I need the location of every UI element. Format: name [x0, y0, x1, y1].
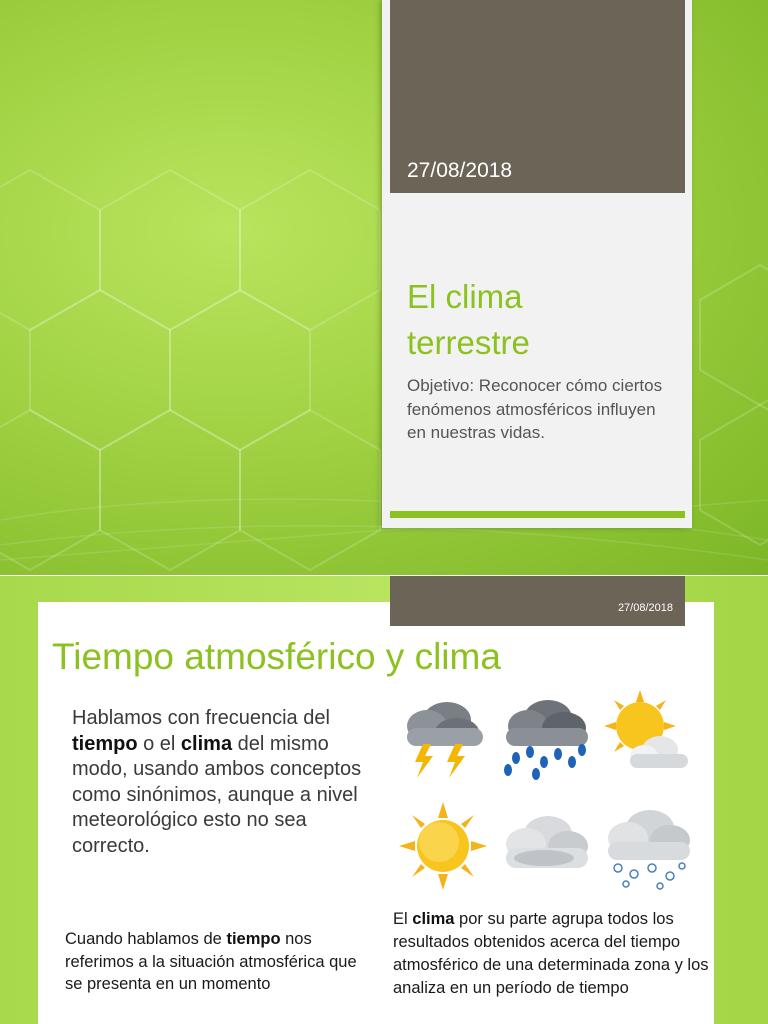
paragraph-intro — [72, 706, 378, 859]
text-span: Hablamos con frecuencia del — [72, 707, 330, 729]
sun-icon — [395, 798, 491, 894]
keyword-tiempo: tiempo — [72, 732, 138, 755]
slide-date: 27/08/2018 — [407, 159, 513, 182]
storm-cloud-icon — [395, 686, 491, 782]
paragraph-clima — [393, 908, 723, 1000]
text-span: nos referimos a la situación atmosférica que se presenta en un momento — [65, 930, 357, 993]
keyword-clima: clima — [180, 732, 233, 755]
accent-divider — [390, 511, 685, 518]
text-span: del mismo modo, usando ambos conceptos como sinónimos, aunque a nivel meteorológico esto no sea correcto. — [72, 732, 362, 857]
sun-cloud-icon — [600, 686, 696, 782]
paragraph-tiempo — [65, 928, 365, 996]
title-card — [382, 0, 692, 528]
text-span: El — [393, 910, 413, 928]
content-slide — [0, 576, 768, 1024]
rain-cloud-icon — [498, 686, 594, 782]
slide-subtitle: Objetivo: Reconocer cómo ciertos fenómenos atmosféricos influyen en nuestras vidas. — [407, 376, 663, 442]
snow-cloud-icon — [600, 798, 696, 894]
text-span: Cuando hablamos de — [65, 930, 227, 948]
keyword-tiempo: tiempo — [226, 930, 281, 948]
slide-title — [407, 274, 677, 366]
text-span: o el — [137, 732, 181, 755]
date-tab — [390, 576, 685, 626]
text-span: por su parte agrupa todos los resultados obtenidos acerca del tiempo atmosférico de una determinada zona y los analiza en un período de tiempo — [393, 910, 709, 997]
slide-date: 27/08/2018 — [617, 602, 673, 614]
keyword-clima: clima — [412, 910, 455, 928]
title-line-1: El clima — [407, 278, 523, 315]
date-box — [390, 0, 685, 193]
title-line-2: terrestre — [407, 324, 530, 361]
cloud-icon — [498, 798, 594, 894]
slide-title: Tiempo atmosférico y clima — [52, 636, 501, 677]
